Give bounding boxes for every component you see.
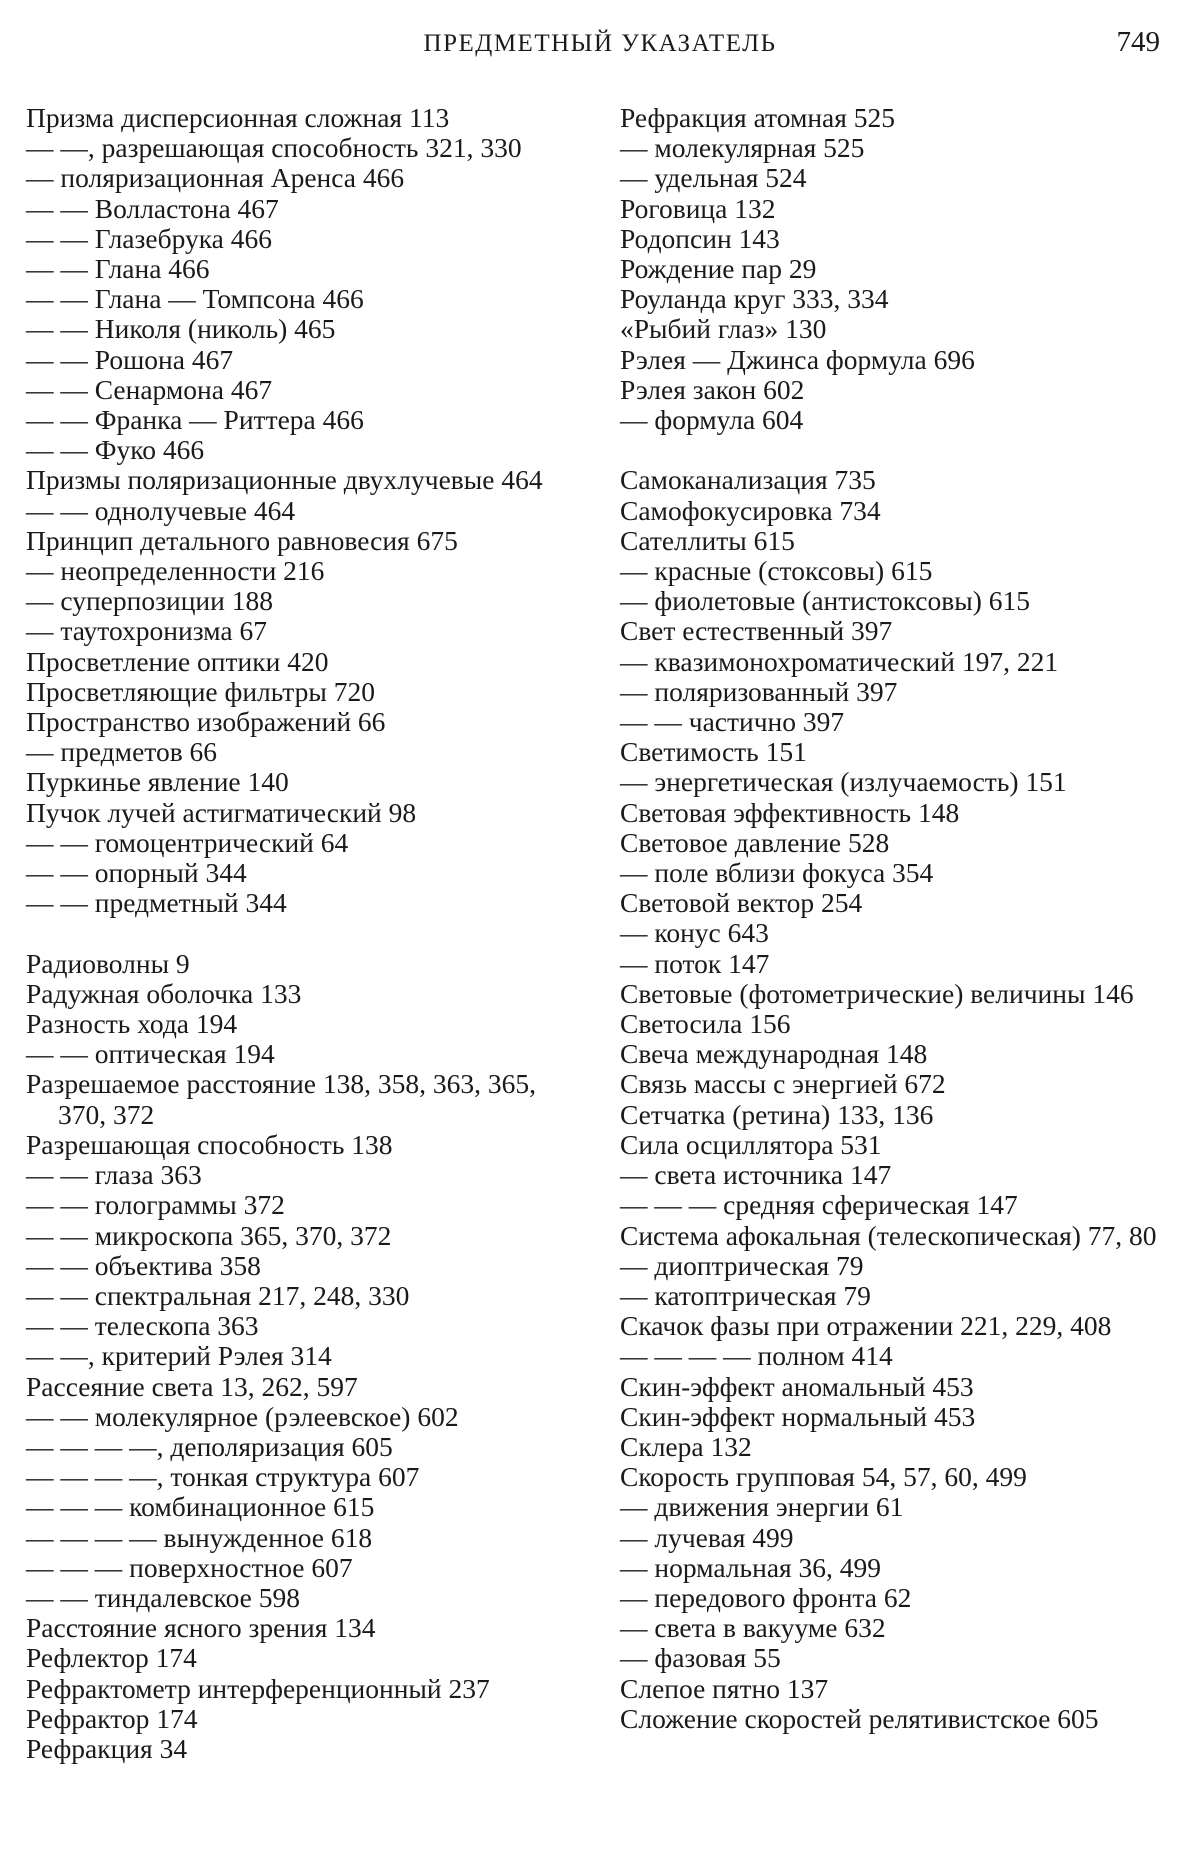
section-gap: [26, 918, 581, 948]
index-entry: Рэлея — Джинса формула 696: [620, 343, 975, 375]
index-entry: — — — средняя сферическая 147: [620, 1189, 1018, 1221]
index-entry: — нормальная 36, 499: [620, 1551, 882, 1583]
index-entry: — — — —, деполяризация 605: [26, 1430, 393, 1462]
running-header: ПРЕДМЕТНЫЙ УКАЗАТЕЛЬ: [423, 30, 777, 57]
index-entry: — удельная 524: [620, 162, 807, 194]
index-entry: Пуркинье явление 140: [26, 766, 289, 798]
index-entry: — — Франка — Риттера 466: [26, 404, 364, 436]
index-entry: Скачок фазы при отражении 221, 229, 408: [620, 1310, 1112, 1342]
index-entry: — неопределенности 216: [26, 555, 325, 587]
index-entry: — — — поверхностное 607: [26, 1551, 353, 1583]
index-entry: — поле вблизи фокуса 354: [620, 857, 934, 889]
index-entry: Скорость групповая 54, 57, 60, 499: [620, 1461, 1027, 1493]
index-entry: — диоптрическая 79: [620, 1249, 864, 1281]
index-entry: — фиолетовые (антистоксовы) 615: [620, 585, 1030, 617]
index-entry: — света источника 147: [620, 1159, 892, 1191]
index-entry: — — телескопа 363: [26, 1310, 259, 1342]
index-entry: — — тиндалевское 598: [26, 1581, 300, 1613]
index-entry: Самофокусировка 734: [620, 494, 881, 526]
index-entry: Сложение скоростей релятивистское 605: [620, 1702, 1099, 1734]
index-entry: — — — комбинационное 615: [26, 1491, 375, 1523]
index-entry: — —, критерий Рэлея 314: [26, 1340, 332, 1372]
index-entry: Рефрактометр интерференционный 237: [26, 1672, 490, 1704]
index-entry: — — предметный 344: [26, 887, 287, 919]
index-entry: «Рыбий глаз» 130: [620, 313, 827, 345]
index-entry: — — микроскопа 365, 370, 372: [26, 1219, 392, 1251]
index-entry: Склера 132: [620, 1430, 752, 1462]
index-entry: Принцип детального равновесия 675: [26, 524, 458, 556]
index-entry: — — частично 397: [620, 706, 845, 738]
section-gap: [620, 435, 1180, 465]
index-entry: — — Волластона 467: [26, 192, 279, 224]
index-entry: — — объектива 358: [26, 1249, 261, 1281]
index-entry: — — глаза 363: [26, 1159, 202, 1191]
index-entry: — — опорный 344: [26, 857, 247, 889]
index-entry: — суперпозиции 188: [26, 585, 273, 617]
index-entry: Сетчатка (ретина) 133, 136: [620, 1098, 934, 1130]
index-entry: — — спектральная 217, 248, 330: [26, 1279, 410, 1311]
index-entry: — поляризационная Аренса 466: [26, 162, 405, 194]
index-entry: Радужная оболочка 133: [26, 977, 302, 1009]
index-entry: Разрешаемое расстояние 138, 358, 363, 365, 370, 372: [26, 1068, 537, 1130]
index-entry: Просветляющие фильтры 720: [26, 675, 375, 707]
index-entry: Рефлектор 174: [26, 1642, 197, 1674]
index-entry: Пространство изображений 66: [26, 706, 386, 738]
index-entry: — лучевая 499: [620, 1521, 794, 1553]
index-entry: — квазимонохроматический 197, 221: [620, 645, 1059, 677]
index-entry: — поток 147: [620, 947, 770, 979]
index-entry: — — гомоцентрический 64: [26, 826, 349, 858]
index-entry: Самоканализация 735: [620, 464, 876, 496]
index-entry: Сила осциллятора 531: [620, 1128, 882, 1160]
index-entry: Роуланда круг 333, 334: [620, 283, 889, 315]
index-entry: Сателлиты 615: [620, 524, 795, 556]
index-entry: — поляризованный 397: [620, 675, 898, 707]
index-entry: — фазовая 55: [620, 1642, 781, 1674]
index-entry: Скин-эффект аномальный 453: [620, 1370, 974, 1402]
index-entry: — — голограммы 372: [26, 1189, 285, 1221]
index-entry: Рефрактор 174: [26, 1702, 198, 1734]
index-entry: Световой вектор 254: [620, 887, 863, 919]
index-entry: — предметов 66: [26, 736, 218, 768]
index-entry: — — — — вынужденное 618: [26, 1521, 373, 1553]
index-entry: Рождение пар 29: [620, 253, 817, 285]
index-entry: Рефракция 34: [26, 1732, 188, 1764]
index-entry: — таутохронизма 67: [26, 615, 267, 647]
index-entry: — молекулярная 525: [620, 132, 865, 164]
index-entry: — света в вакууме 632: [620, 1612, 886, 1644]
index-entry: Связь массы с энергией 672: [620, 1068, 946, 1100]
index-entry: Светимость 151: [620, 736, 807, 768]
index-entry: Пучок лучей астигматический 98: [26, 796, 417, 828]
index-entry: Разрешающая способность 138: [26, 1128, 393, 1160]
index-column-left: [26, 103, 581, 1764]
index-entry: Рассеяние света 13, 262, 597: [26, 1370, 358, 1402]
index-entry: Родопсин 143: [620, 222, 780, 254]
index-entry: Радиоволны 9: [26, 947, 190, 979]
index-entry: — — оптическая 194: [26, 1038, 275, 1070]
index-entry: Разность хода 194: [26, 1008, 238, 1040]
index-entry: — конус 643: [620, 917, 769, 949]
index-entry: — — Николя (николь) 465: [26, 313, 336, 345]
index-entry: — — Фуко 466: [26, 434, 205, 466]
index-entry: Светосила 156: [620, 1008, 791, 1040]
index-entry: Призмы поляризационные двухлучевые 464: [26, 464, 543, 496]
index-entry: Просветление оптики 420: [26, 645, 329, 677]
index-entry: — — — —, тонкая структура 607: [26, 1461, 420, 1493]
index-entry: Расстояние ясного зрения 134: [26, 1612, 376, 1644]
index-entry: — катоптрическая 79: [620, 1279, 871, 1311]
index-entry: — — — — полном 414: [620, 1340, 893, 1372]
index-entry: — — молекулярное (рэлеевское) 602: [26, 1400, 459, 1432]
index-column-right: [620, 103, 1180, 1734]
index-entry: Призма дисперсионная сложная 113: [26, 102, 450, 133]
index-entry: — формула 604: [620, 404, 804, 436]
index-entry: — передового фронта 62: [620, 1581, 912, 1613]
index-entry: Слепое пятно 137: [620, 1672, 829, 1704]
index-entry: Свеча международная 148: [620, 1038, 928, 1070]
index-entry: — — Рошона 467: [26, 343, 234, 375]
index-entry: Световая эффективность 148: [620, 796, 960, 828]
index-entry: — — Сенармона 467: [26, 373, 273, 405]
index-entry: Свет естественный 397: [620, 615, 893, 647]
index-entry: Световое давление 528: [620, 826, 890, 858]
index-entry: — энергетическая (излучаемость) 151: [620, 766, 1067, 798]
index-entry: Световые (фотометрические) величины 146: [620, 977, 1134, 1009]
index-entry: — — однолучевые 464: [26, 494, 296, 526]
index-entry: — — Глана 466: [26, 253, 210, 285]
index-entry: — красные (стоксовы) 615: [620, 555, 933, 587]
index-entry: Роговица 132: [620, 192, 776, 224]
index-entry: Система афокальная (телескопическая) 77, 80: [620, 1219, 1157, 1251]
index-entry: — —, разрешающая способность 321, 330: [26, 132, 522, 164]
index-entry: — — Глана — Томпсона 466: [26, 283, 364, 315]
index-entry: Рэлея закон 602: [620, 373, 805, 405]
page-number: 749: [1116, 26, 1160, 58]
index-entry: Скин-эффект нормальный 453: [620, 1400, 976, 1432]
index-entry: — — Глазебрука 466: [26, 222, 272, 254]
index-entry: — движения энергии 61: [620, 1491, 904, 1523]
index-entry: Рефракция атомная 525: [620, 102, 896, 133]
